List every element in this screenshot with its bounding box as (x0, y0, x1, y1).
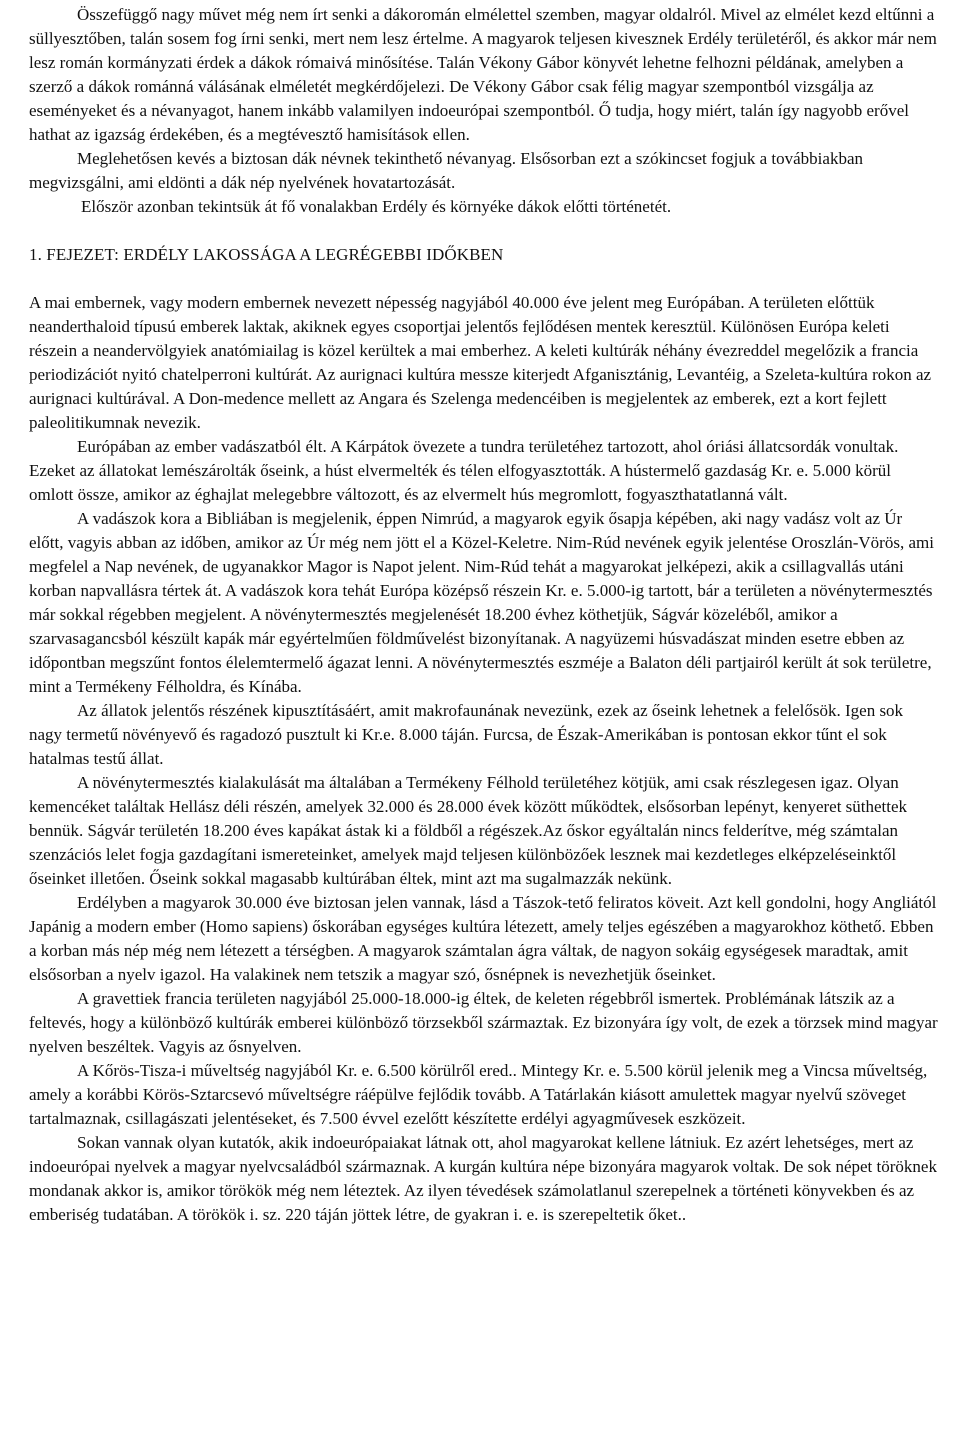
chapter-paragraph-7: A gravettiek francia területen nagyjából 25.000-18.000-ig éltek, de keleten régebbről ismertek. Problémának látszik az a feltevés, hogy a különböző kultúrák emberei különböző törzsekből származtak. Ez bizonyára így volt, de ezek a törzsek mind magyar nyelven beszéltek. Vagyis az ősnyelven. (29, 989, 938, 1056)
chapter-paragraph-3: A vadászok kora a Bibliában is megjelenik, éppen Nimrúd, a magyarok egyik ősapja képében, aki nagy vadász volt az Úr előtt, vagyis abban az időben, amikor az Úr még nem jött el a Közel-Keletre. Nim-Rúd nevének egyik jelentése Oroszlán-Vörös, ami megfelel a Nap nevének, de ugyanakkor Magor is Napot jelent. Nim-Rúd tehát a magyarokat jelképezi, akik a csillagvallás utáni korban napvallásra tértek át. A vadászok kora tehát Európa középső részein Kr. e. 5.000-ig tartott, bár a területen a növénytermesztés már sokkal régebben megjelent. A növénytermesztés megjelenését 18.200 évhez köthetjük, Ságvár közeléből, amikor a szarvasagancsból készült kapák már egyértelműen földművelést bizonyítanak. A nagyüzemi húsvadászat minden esetre ebben az időpontban megszűnt fontos élelemtermelő ágazat lenni. A növénytermesztés eszméje a Balaton déli partjairól került át sok területre, mint a Termékeny Félholdra, és Kínába. (29, 509, 934, 696)
intro-paragraph-3: Először azonban tekintsük át fő vonalakban Erdély és környéke dákok előtti történetét. (81, 197, 672, 216)
chapter-paragraph-4: Az állatok jelentős részének kipusztításáért, amit makrofaunának nevezünk, ezek az őseink lehetnek a felelősök. Igen sok nagy termetű növényevő és ragadozó pusztult ki Kr.e. 8.000 táján. Furcsa, de Észak-Amerikában is pontosan ekkor tűnt el sok hatalmas testű állat. (29, 701, 904, 768)
intro-paragraph-1: Összefüggő nagy művet még nem írt senki a dákoromán elmélettel szemben, magyar oldalról. Mivel az elmélet kezd eltűnni a süllyesztőben, talán sosem fog írni senki, mert nem lesz értelme. A magyarok teljesen kivesznek Erdély területéről, és akkor már nem lesz román kormányzati érdek a dákok rómaivá minősítése. Talán Vékony Gábor könyvét lehetne felhozni példának, amelyben a szerző a dákok románná válásának elméletét megkérdőjelezi. De Vékony Gábor csak félig magyar szempontból vizsgálja az eseményeket és a névanyagot, hanem inkább valamilyen indoeurópai szempontból. Ő tudja, hogy miért, talán így nagyobb erővel hathat az igazság érdekében, és a megtévesztő hamisítások ellen. (29, 5, 937, 144)
chapter-paragraph-2: Európában az ember vadászatból élt. A Kárpátok övezete a tundra területéhez tartozott, ahol óriási állatcsordák vonultak. Ezeket az állatokat lemészárolták őseink, a húst elvermelték és télen elfogyasztották. A hústermelő gazdaság Kr. e. 5.000 körül omlott össze, amikor az éghajlat melegebbre változott, és az elvermelt hús megromlott, fogyaszthatatlanná vált. (29, 437, 899, 504)
spacer (29, 219, 938, 243)
chapter-paragraph-1: A mai embernek, vagy modern embernek nevezett népesség nagyjából 40.000 éve jelent meg Európában. A területen előttük neanderthaloid típusú emberek laktak, akiknek egyes csoportjai jelentős fejlődésen mentek keresztül. Különösen Európa keleti részein a neandervölgyiek anatómiailag is közel kerültek a mai emberhez. A keleti kultúrák néhány évezreddel megelőzik a francia periodizációt nyitó chatelperroni kultúrát. Az aurignaci kultúra messze kiterjedt Afganisztánig, Levantéig, a Szeleta-kultúra rokon az aurignaci kultúrával. A Don-medence mellett az Angara és Szelenga medencéiben is megjelentek az emberek, ezt a kort fejlett paleolitikumnak nevezik. (29, 293, 932, 432)
chapter-paragraph-9: Sokan vannak olyan kutatók, akik indoeurópaiakat látnak ott, ahol magyarokat kellene látniuk. Ez azért lehetséges, mert az indoeurópai nyelvek a magyar nyelvcsaládból származnak. A kurgán kultúra népe bizonyára magyarok voltak. De sok népet töröknek mondanak akkor is, amikor törökök még nem léteztek. Az ilyen tévedések számolatlanul szerepelnek a történeti könyvekben és az emberiség tudatában. A törökök i. sz. 220 táján jöttek létre, de gyakran i. e. is szerepeltetik őket.. (29, 1133, 937, 1224)
intro-paragraph-2: Meglehetősen kevés a biztosan dák névnek tekinthető névanyag. Elsősorban ezt a szókincset fogjuk a továbbiakban megvizsgálni, ami eldönti a dák nép nyelvének hovatartozását. (29, 149, 864, 192)
chapter-title: 1. FEJEZET: ERDÉLY LAKOSSÁGA A LEGRÉGEBBI IDŐKBEN (29, 245, 504, 264)
chapter-paragraph-6: Erdélyben a magyarok 30.000 éve biztosan jelen vannak, lásd a Tászok-tető feliratos köveit. Azt kell gondolni, hogy Angliától Japánig a modern ember (Homo sapiens) őskorában egységes kultúra létezett, amely teljes egészében a magyarokhoz köthető. Ebben a korban más nép még nem létezett a térségben. A magyarok számtalan ágra váltak, de nagyon sokáig egységesek maradtak, amit elsősorban a nyelv igazol. Ha valakinek nem tetszik a magyar szó, ősnépnek is nevezhetjük őseinket. (29, 893, 937, 984)
chapter-paragraph-5: A növénytermesztés kialakulását ma általában a Termékeny Félhold területéhez kötjük, ami csak részlegesen igaz. Olyan kemencéket találtak Hellász déli részén, amelyek 32.000 és 28.000 évek között működtek, elsősorban lepényt, kenyeret süthettek bennük. Ságvár területén 18.200 éves kapákat ástak ki a földből a régészek.Az őskor egyáltalán nincs felderítve, még számtalan szenzációs lelet fogja gazdagítani ismereteinket, amelyek majd teljesen különbözőek lesznek mai kezdetleges elképzeléseinktől őseinket illetően. Őseink sokkal magasabb kultúrában éltek, mint azt ma sugalmazzák nekünk. (29, 773, 908, 888)
chapter-paragraph-8: A Kőrös-Tisza-i műveltség nagyjából Kr. e. 6.500 körülről ered.. Mintegy Kr. e. 5.500 körül jelenik meg a Vincsa műveltség, amely a korábbi Körös-Sztarcsevó műveltségre ráépülve fejlődik tovább. A Tatárlakán kiásott amulettek magyar nyelvű szöveget tartalmaznak, csillagászati jelentéseket, és 7.500 évvel ezelőtt készítette erdélyi agyagművesek eszközeit. (29, 1061, 928, 1128)
spacer (29, 267, 938, 291)
